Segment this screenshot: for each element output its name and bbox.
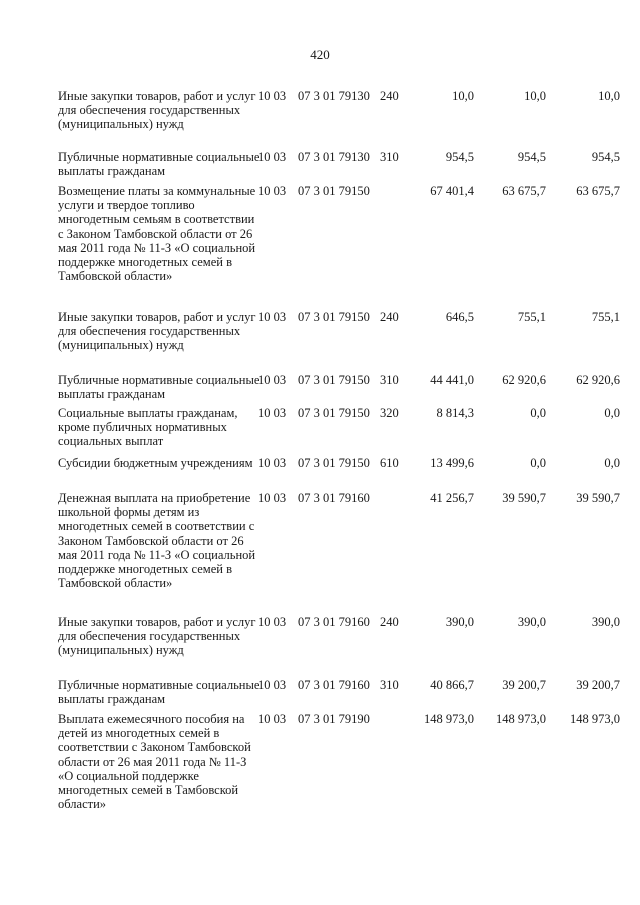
expense-type-code: 310 bbox=[380, 678, 399, 692]
row-description: Иные закупки товаров, работ и услуг для обеспечения государственных (муниципальных) нужд bbox=[58, 615, 256, 658]
row-description: Иные закупки товаров, работ и услуг для обеспечения государственных (муниципальных) нужд bbox=[58, 310, 256, 353]
section-code: 10 03 bbox=[258, 456, 287, 470]
target-article-code: 07 3 01 79190 bbox=[298, 712, 370, 726]
amount-col-1: 41 256,7 bbox=[430, 491, 474, 505]
amount-col-2: 39 590,7 bbox=[502, 491, 546, 505]
amount-col-1: 954,5 bbox=[445, 150, 474, 164]
expense-type-code: 610 bbox=[380, 456, 399, 470]
section-code: 10 03 bbox=[258, 89, 287, 103]
amount-col-1: 10,0 bbox=[452, 89, 474, 103]
amount-col-3: 62 920,6 bbox=[576, 373, 620, 387]
section-code: 10 03 bbox=[258, 712, 287, 726]
amount-col-1: 40 866,7 bbox=[430, 678, 474, 692]
row-description: Денежная выплата на приобретение школьной формы детям из многодетных семей в соответствии с Законом Тамбовской области от 26 мая 2011 года № 11-З «О социальной поддержке многодетных семей в Тамбовской области» bbox=[58, 491, 256, 591]
amount-col-2: 954,5 bbox=[517, 150, 546, 164]
expense-type-code: 240 bbox=[380, 615, 399, 629]
row-description: Публичные нормативные социальные выплаты гражданам bbox=[58, 150, 260, 179]
target-article-code: 07 3 01 79160 bbox=[298, 491, 370, 505]
row-description: Иные закупки товаров, работ и услуг для обеспечения государственных (муниципальных) нужд bbox=[58, 89, 256, 132]
amount-col-2: 63 675,7 bbox=[502, 184, 546, 198]
target-article-code: 07 3 01 79150 bbox=[298, 310, 370, 324]
section-code: 10 03 bbox=[258, 406, 287, 420]
amount-col-3: 0,0 bbox=[604, 406, 620, 420]
section-code: 10 03 bbox=[258, 678, 287, 692]
row-description: Публичные нормативные социальные выплаты гражданам bbox=[58, 678, 260, 707]
amount-col-3: 954,5 bbox=[591, 150, 620, 164]
target-article-code: 07 3 01 79160 bbox=[298, 615, 370, 629]
amount-col-3: 148 973,0 bbox=[570, 712, 620, 726]
target-article-code: 07 3 01 79150 bbox=[298, 184, 370, 198]
row-description: Социальные выплаты гражданам, кроме публичных нормативных социальных выплат bbox=[58, 406, 238, 449]
amount-col-2: 10,0 bbox=[524, 89, 546, 103]
page-number: 420 bbox=[310, 47, 330, 62]
amount-col-1: 390,0 bbox=[445, 615, 474, 629]
expense-type-code: 240 bbox=[380, 310, 399, 324]
section-code: 10 03 bbox=[258, 184, 287, 198]
amount-col-3: 63 675,7 bbox=[576, 184, 620, 198]
amount-col-3: 39 200,7 bbox=[576, 678, 620, 692]
amount-col-2: 0,0 bbox=[530, 456, 546, 470]
amount-col-2: 148 973,0 bbox=[496, 712, 546, 726]
amount-col-3: 390,0 bbox=[591, 615, 620, 629]
target-article-code: 07 3 01 79150 bbox=[298, 406, 370, 420]
row-description: Выплата ежемесячного пособия на детей из многодетных семей в соответствии с Законом Тамбовской области от 26 мая 2011 года № 11-З «О социальной поддержке многодетных семей в Тамбовской области» bbox=[58, 712, 251, 812]
amount-col-3: 39 590,7 bbox=[576, 491, 620, 505]
amount-col-1: 148 973,0 bbox=[424, 712, 474, 726]
row-description: Публичные нормативные социальные выплаты гражданам bbox=[58, 373, 260, 402]
expense-type-code: 240 bbox=[380, 89, 399, 103]
section-code: 10 03 bbox=[258, 491, 287, 505]
amount-col-2: 62 920,6 bbox=[502, 373, 546, 387]
amount-col-2: 39 200,7 bbox=[502, 678, 546, 692]
amount-col-3: 0,0 bbox=[604, 456, 620, 470]
amount-col-3: 10,0 bbox=[598, 89, 620, 103]
row-description: Субсидии бюджетным учреждениям bbox=[58, 456, 253, 470]
amount-col-2: 0,0 bbox=[530, 406, 546, 420]
target-article-code: 07 3 01 79130 bbox=[298, 89, 370, 103]
target-article-code: 07 3 01 79130 bbox=[298, 150, 370, 164]
section-code: 10 03 bbox=[258, 150, 287, 164]
expense-type-code: 310 bbox=[380, 150, 399, 164]
amount-col-1: 13 499,6 bbox=[430, 456, 474, 470]
amount-col-3: 755,1 bbox=[591, 310, 620, 324]
section-code: 10 03 bbox=[258, 373, 287, 387]
target-article-code: 07 3 01 79150 bbox=[298, 456, 370, 470]
amount-col-2: 755,1 bbox=[517, 310, 546, 324]
expense-type-code: 310 bbox=[380, 373, 399, 387]
row-description: Возмещение платы за коммунальные услуги и твердое топливо многодетным семьям в соответствии с Законом Тамбовской области от 26 мая 2011 года № 11-З «О социальной поддержке многодетных семей в Тамбовской области» bbox=[58, 184, 256, 284]
target-article-code: 07 3 01 79160 bbox=[298, 678, 370, 692]
expense-type-code: 320 bbox=[380, 406, 399, 420]
amount-col-1: 67 401,4 bbox=[430, 184, 474, 198]
amount-col-1: 44 441,0 bbox=[430, 373, 474, 387]
amount-col-1: 646,5 bbox=[445, 310, 474, 324]
section-code: 10 03 bbox=[258, 615, 287, 629]
amount-col-1: 8 814,3 bbox=[436, 406, 474, 420]
section-code: 10 03 bbox=[258, 310, 287, 324]
target-article-code: 07 3 01 79150 bbox=[298, 373, 370, 387]
amount-col-2: 390,0 bbox=[517, 615, 546, 629]
